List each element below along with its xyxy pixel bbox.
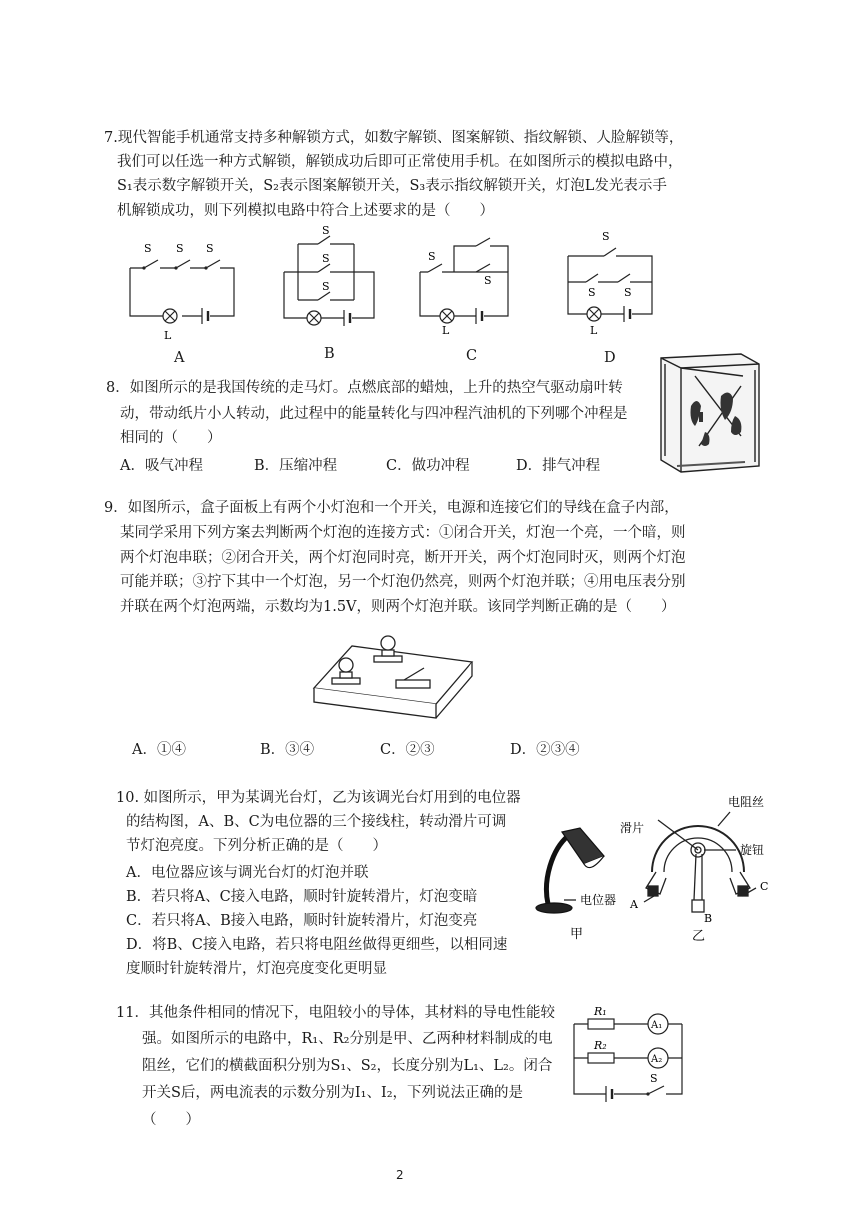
q11-line-2: 强。如图所示的电路中，R₁、R₂分别是甲、乙两种材料制成的电 bbox=[142, 1031, 553, 1047]
q9-option-a[interactable]: A．①④ bbox=[132, 742, 186, 758]
q8-option-a[interactable]: A．吸气冲程 bbox=[120, 458, 203, 474]
q9-line-5: 并联在两个灯泡两端，示数均为1.5V，则两个灯泡并联。该同学判断正确的是（ ） bbox=[120, 599, 676, 615]
resistance-wire-label: 电阻丝 bbox=[728, 795, 765, 809]
q10-option-c[interactable]: C．若只将A、B接入电路，顺时针旋转滑片，灯泡变亮 bbox=[126, 913, 478, 929]
q8-option-d[interactable]: D．排气冲程 bbox=[516, 458, 601, 474]
potentiometer-diagram bbox=[618, 792, 788, 944]
svg-text:S: S bbox=[588, 286, 596, 299]
q11-line-3: 阻丝，它们的横截面积分别为S₁、S₂，长度分别为L₁、L₂。闭合 bbox=[142, 1058, 553, 1074]
svg-text:S: S bbox=[602, 230, 610, 243]
terminal-b-label: B bbox=[704, 912, 713, 925]
q10-line-3: 节灯泡亮度。下列分析正确的是（ ） bbox=[126, 838, 387, 854]
q7-circuit-c bbox=[414, 232, 519, 344]
knob-label: 旋钮 bbox=[740, 843, 765, 857]
q9-option-b[interactable]: B．③④ bbox=[260, 742, 315, 758]
q7-option-a[interactable]: A bbox=[174, 350, 185, 366]
svg-text:L: L bbox=[164, 329, 172, 342]
r1-label: R₁ bbox=[594, 1005, 607, 1018]
svg-text:S: S bbox=[428, 250, 436, 263]
svg-text:S: S bbox=[624, 286, 632, 299]
lantern-image bbox=[655, 346, 765, 476]
ammeter-a2-label: A₂ bbox=[651, 1054, 663, 1065]
q11-line-5: （ ） bbox=[142, 1112, 200, 1128]
potentiometer-label: 电位器 bbox=[580, 893, 617, 907]
q8-option-b[interactable]: B．压缩冲程 bbox=[254, 458, 338, 474]
slider-label: 滑片 bbox=[620, 821, 645, 835]
q10-option-d[interactable]: D．将B、C接入电路，若只将电阻丝做得更细些，以相同速 bbox=[126, 937, 508, 953]
svg-text:S: S bbox=[322, 280, 330, 293]
svg-text:S: S bbox=[322, 224, 330, 237]
q9-line-1: 9．如图所示，盒子面板上有两个小灯泡和一个开关，电源和连接它们的导线在盒子内部， bbox=[104, 500, 679, 516]
bulb-box-image bbox=[300, 632, 478, 722]
q9-line-2: 某同学采用下列方案去判断两个灯泡的连接方式：①闭合开关，灯泡一个亮，一个暗，则 bbox=[120, 525, 686, 541]
q7-option-b[interactable]: B bbox=[324, 346, 335, 362]
q9-line-3: 两个灯泡串联；②闭合开关，两个灯泡同时亮，断开开关，两个灯泡同时灭，则两个灯泡 bbox=[120, 550, 686, 566]
q7-circuit-d bbox=[562, 226, 662, 344]
q9-line-4: 可能并联；③拧下其中一个灯泡，另一个灯泡仍然亮，则两个灯泡并联；④用电压表分别 bbox=[120, 574, 686, 590]
q8-line-2: 动，带动纸片小人转动，此过程中的能量转化与四冲程汽油机的下列哪个冲程是 bbox=[120, 406, 628, 422]
svg-text:S: S bbox=[176, 242, 184, 255]
q10-option-b[interactable]: B．若只将A、C接入电路，顺时针旋转滑片，灯泡变暗 bbox=[126, 889, 478, 905]
q7-line-1: 7.现代智能手机通常支持多种解锁方式，如数字解锁、图案解锁、指纹解锁、人脸解锁等， bbox=[104, 130, 684, 146]
svg-text:S: S bbox=[322, 252, 330, 265]
q7-circuit-a bbox=[120, 236, 245, 346]
q10-option-a[interactable]: A．电位器应该与调光台灯的灯泡并联 bbox=[126, 865, 369, 881]
fig-jia-label: 甲 bbox=[570, 927, 584, 942]
fig-yi-label: 乙 bbox=[692, 929, 706, 944]
q10-option-d-cont: 度顺时针旋转滑片，灯泡亮度变化更明显 bbox=[126, 961, 387, 977]
terminal-c-label: C bbox=[760, 880, 769, 893]
svg-text:L: L bbox=[442, 324, 450, 337]
q8-line-1: 8．如图所示的是我国传统的走马灯。点燃底部的蜡烛，上升的热空气驱动扇叶转 bbox=[106, 380, 623, 396]
svg-text:S: S bbox=[206, 242, 214, 255]
q11-line-4: 开关S后，两电流表的示数分别为I₁、I₂，下列说法正确的是 bbox=[142, 1085, 524, 1101]
q11-line-1: 11．其他条件相同的情况下，电阻较小的导体，其材料的导电性能较 bbox=[116, 1005, 555, 1021]
q7-circuit-b bbox=[278, 224, 383, 344]
q7-option-c[interactable]: C bbox=[466, 348, 478, 364]
svg-text:L: L bbox=[590, 324, 598, 337]
r2-label: R₂ bbox=[594, 1039, 607, 1052]
q7-a-s-label: S bbox=[144, 242, 152, 255]
q7-option-d[interactable]: D bbox=[604, 350, 616, 366]
q7-line-3: S₁表示数字解锁开关，S₂表示图案解锁开关，S₃表示指纹解锁开关，灯泡L发光表示手 bbox=[117, 178, 667, 194]
svg-text:S: S bbox=[484, 274, 492, 287]
page-number: 2 bbox=[396, 1168, 404, 1182]
q11-circuit bbox=[562, 1002, 694, 1112]
q8-line-3: 相同的（ ） bbox=[120, 430, 222, 446]
switch-s-label: S bbox=[650, 1072, 658, 1085]
q10-line-2: 的结构图，A、B、C为电位器的三个接线柱，转动滑片可调 bbox=[126, 814, 507, 830]
terminal-a-label: A bbox=[630, 898, 638, 911]
q8-option-c[interactable]: C．做功冲程 bbox=[386, 458, 470, 474]
q9-option-c[interactable]: C．②③ bbox=[380, 742, 435, 758]
q9-option-d[interactable]: D．②③④ bbox=[510, 742, 580, 758]
q10-line-1: 10. 如图所示，甲为某调光台灯，乙为该调光台灯用到的电位器 bbox=[116, 790, 521, 806]
q7-line-2: 我们可以任选一种方式解锁，解锁成功后即可正常使用手机。在如图所示的模拟电路中， bbox=[117, 154, 683, 170]
q7-line-4: 机解锁成功，则下列模拟电路中符合上述要求的是（ ） bbox=[117, 203, 494, 219]
ammeter-a1-label: A₁ bbox=[651, 1020, 663, 1031]
